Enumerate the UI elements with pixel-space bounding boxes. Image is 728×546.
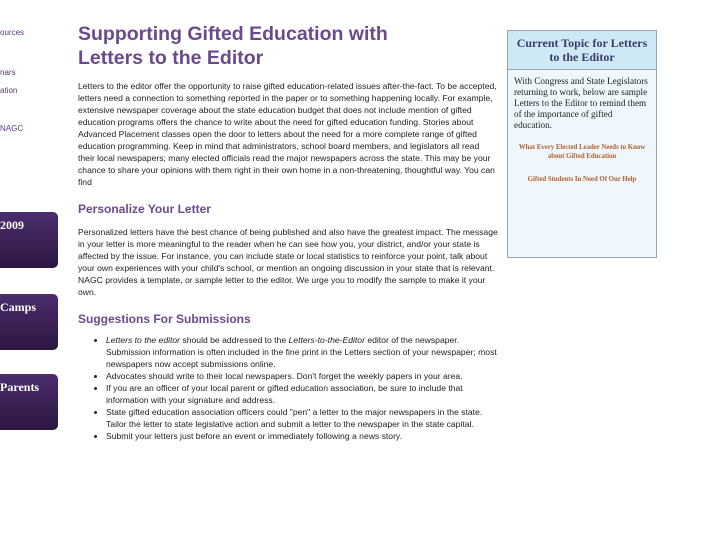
current-topic-heading: Current Topic for Letters to the Editor	[508, 31, 656, 70]
list-item: • State gifted education association officers could "pen" a letter to the major newspapers in the state. Tailor the letter to state legislative action and submit a letter to the newspaper in the state capital.	[106, 406, 498, 430]
sidebar-link-nagc[interactable]: NAGC	[0, 124, 24, 133]
sidebar-button-parents[interactable]	[0, 374, 58, 430]
letters-to-editor-em: Letters to the editor	[106, 335, 181, 345]
personalize-heading: Personalize Your Letter	[78, 202, 211, 216]
page-title-line2: Letters to the Editor	[78, 47, 264, 69]
sidebar-button-camps-label: Camps	[0, 300, 37, 314]
sidebar-link-education[interactable]: ation	[0, 86, 18, 95]
sidebar-link-webinars[interactable]: nars	[0, 68, 16, 77]
elected-leader-link[interactable]: What Every Elected Leader Needs to Know about Gifted Education	[518, 144, 646, 160]
sidebar-button-2009-label: 2009	[0, 218, 24, 232]
current-topic-box	[507, 30, 657, 258]
page-title-line1: Supporting Gifted Education with	[78, 23, 388, 45]
suggestions-list	[78, 334, 498, 442]
main-content	[78, 22, 498, 442]
list-item: • Submit your letters just before an event or immediately following a news story.	[106, 430, 498, 442]
left-sidebar	[0, 18, 58, 546]
list-item: • Advocates should write to their local newspapers. Don't forget the weekly papers in your area.	[106, 370, 498, 382]
letters-to-the-editor-em: Letters-to-the-Editor	[288, 335, 365, 345]
intro-paragraph: Letters to the editor offer the opportunity to raise gifted education-related issues after-the-fact. To be accepted, letters need a connection to something reported in the paper or to something happening locally. For example, extensive newspaper coverage about the state education budget that does not include mention of gifted education programs offers the chance to write about the need for gifted education funding. Stories about Advanced Placement classes open the door to letters about the need for a more complete range of gifted education programming. Keep in mind that administrators, school board members, and legislators all read their local newspapers; many elected officials read the major newspapers across the state. This may be your chance to share your opinions with them right in their own home in a non-threatening, thoughtful way. You can find	[78, 81, 497, 187]
current-topic-body: With Congress and State Legislators returning to work, below are sample Letters to the Editor to remind them of the importance of gifted education.	[514, 76, 648, 130]
personalize-paragraph: Personalized letters have the best chance of being published and also have the greatest impact. The message in your letter is more meaningful to the reader when he can see how you, your district, and/or your state is affected by the issue. For instance, you can include state or local statistics to reinforce your point, talk about your own experiences with your child's school, or mention an ongoing discussion in your state that is relevant. NAGC provides a template, or sample letter to the editor. We urge you to modify the sample to make it your own.	[78, 227, 498, 297]
list-item	[106, 334, 498, 370]
page-title	[78, 22, 498, 70]
bullet1-rest: editor of the newspaper. Submission information is often included in the fine print in the Letters section of your newspaper; most newspapers now accept submissions online.	[106, 335, 497, 369]
suggestions-heading: Suggestions For Submissions	[78, 312, 251, 326]
sidebar-button-parents-label: Parents	[0, 380, 40, 394]
sidebar-button-2009[interactable]	[0, 212, 58, 268]
sidebar-button-camps[interactable]	[0, 294, 58, 350]
students-in-need-link[interactable]: Gifted Students In Need Of Our Help	[527, 176, 637, 183]
sidebar-link-resources[interactable]: ources	[0, 28, 25, 37]
bullet1-mid: should be addressed to the	[180, 335, 289, 345]
list-item: • If you are an officer of your local parent or gifted education association, be sure to include that information with your signature and address.	[106, 382, 498, 406]
